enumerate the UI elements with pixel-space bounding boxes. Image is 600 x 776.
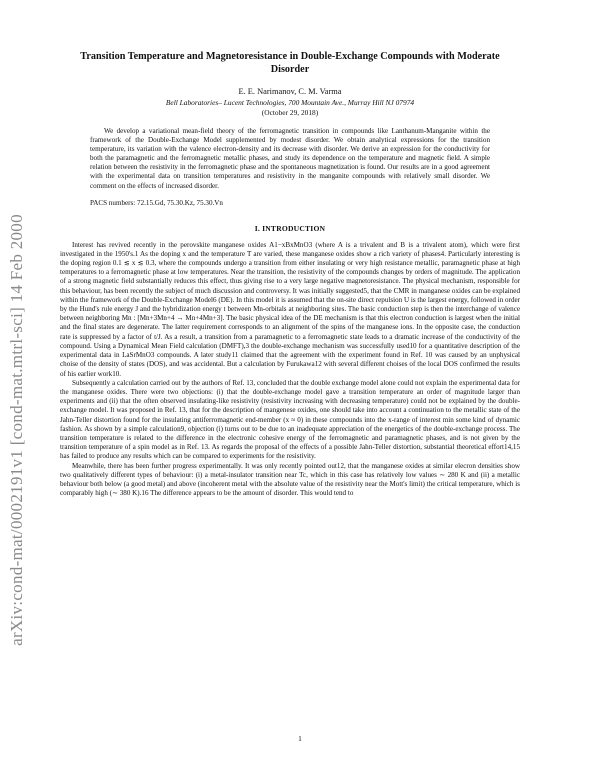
paragraph: Interest has revived recently in the perovskite manganese oxides A1−xBxMnO3 (where A is a trivalent and B is a trivalent atom), which were first investigated in the 1950's.1 As the doping x and the temperature T are varied, these manganese oxides show a rich variety of phases4. Particularly interesting is the doping region 0.1 ≲ x ≲ 0.3, where the compounds undergo a transition from either insulating or very high resistance metallic, paramagnetic phase at high temperatures to a ferromagnetic phase at low temperatures. Near the transition, the resistivity of the compounds changes by orders of magnitude. The application of a strong magnetic field substantially reduces this effect, thus giving rise to a very large negative magnetoresistance. The physical mechanism, responsible for this behaviour, has been recently the subject of much discussion and controversy. It was initially suggested5, that the CMR in manganese oxides can be explained within the framework of the Double-Exchange Model6 (DE). In this model it is assumed that the on-site direct repulsion U is the largest energy, followed in order by the Hund's rule energy J and the hybridization energy t between Mn-orbitals at neighboring sites. The basic conduction step is then the interchange of valence between neighboring Mn : [Mn+3Mn+4 → Mn+4Mn+3]. The basic physical idea of the DE mechanism is that this electron conduction is largest when the initial and the final states are degenerate. The latter requirement corresponds to an alignment of the spins of the manganese ions. In the opposite case, the conduction rate is suppressed by a factor of t/J. As a result, a transition from a paramagnetic to a ferromagnetic state leads to a dramatic increase of the conductivity of the compound. Using a Dynamical Mean Field calculation (DMFT),3 the double-exchange mechanism was successfully used10 for a quantitative description of the experimental data in LaSrMnO3 compounds. A later study11 claimed that the agreement with the experiment found in Ref. 10 was caused by an unphysical choise of the density of states (DOS), and was accidental. But a calculation by Furukawa12 with several different choises of the local DOS confirmed the results of his earlier work10. <box>60 240 520 378</box>
date: (October 29, 2018) <box>261 108 319 117</box>
pacs-numbers: PACS numbers: 72.15.Gd, 75.30.Kz, 75.30.Vn <box>90 198 223 207</box>
body-text <box>60 241 520 499</box>
arxiv-stamp: arXiv:cond-mat/0002191v1 [cond-mat.mtrl-sci] 14 Feb 2000 <box>7 214 26 646</box>
page-number: 1 <box>298 734 302 743</box>
paragraph: Meanwhile, there has been further progress experimentally. It was only recently pointed out12, that the manganese oxides at similar elecron densities show two qualitatively different types of behaviour: (i) a metal-insulator transition near Tc, which in this case has relatively low values ∼ 280 K and (ii) a metallic behaviour both below (a good metal) and above (incoherent metal with the absolute value of the resistivity near the Mott's limit) the critical temperature, which is comparably high (∼ 380 K).16 The difference appears to be the amount of disorder. This would tend to <box>60 461 520 498</box>
section-heading: I. INTRODUCTION <box>254 223 326 233</box>
paragraph: Subsequently a calculation carried out by the authors of Ref. 13, concluded that the double exchange model alone could not explain the experimental data for the manganese oxides. There were two objections: (i) that the double-exchange model gave a transition temperature an order of magnitude larger than experiments and (ii) that the often observed insulating-like resistivity (resistivity increasing with decreasing temperature) could not be explained by the double-exchange model. It was proposed in Ref. 13, that for the description of mangenese oxides, one should take into account a continuation to the metallic state of the Jahn-Teller distortion found for the insulating antiferromagnetic end-member (x ≈ 0) in these compounds into the x-range of interest min some kind of dynamic fashion. As shown by a simple calculation9, objection (i) turns out to be due to an inadequate appreciation of the energetics of the double-exchange process. The transition temperature is related to the difference in the electronic cohesive energy of the ferromagnetic and paramagnetic phases, and is not given by the transition temperature of a spin model as in Ref. 13. As regards the proposal of the effects of a possible Jahn-Teller distortion, substantial theoretical effort14,15 has failed to produce any results which can be compared to experiments for the resistivity. <box>60 378 520 461</box>
authors: E. E. Narimanov, C. M. Varma <box>238 87 342 96</box>
affiliation: Bell Laboratories– Lucent Technologies, 700 Mountain Ave., Murray Hill NJ 07974 <box>165 98 415 107</box>
paper-title: Transition Temperature and Magnetoresistance in Double-Exchange Compounds with Moderate Disorder <box>80 51 500 75</box>
abstract: We develop a variational mean-field theory of the ferromagnetic transition in compounds like Lanthanum-Manganite within the framework of the Double-Exchange Model supplemented by modest disorder. We obtain analytical expressions for the transition temperature, its variation with the valence electron-density and its decrease with disorder. We derive an expression for the conductivity for both the paramagnetic and the ferromagnetic metallic phases, and study its dependence on the temperature and magnetic field. A simple relation between the resistivity in the ferromagnetic phase and the spontaneous magnetization is found. Our results are in a good agreement with the experimental data on transition temperatures and resistivity in the manganite compounds with relatively small disorder. We comment on the effects of increased disorder. <box>90 127 490 190</box>
paper-page <box>60 50 520 498</box>
